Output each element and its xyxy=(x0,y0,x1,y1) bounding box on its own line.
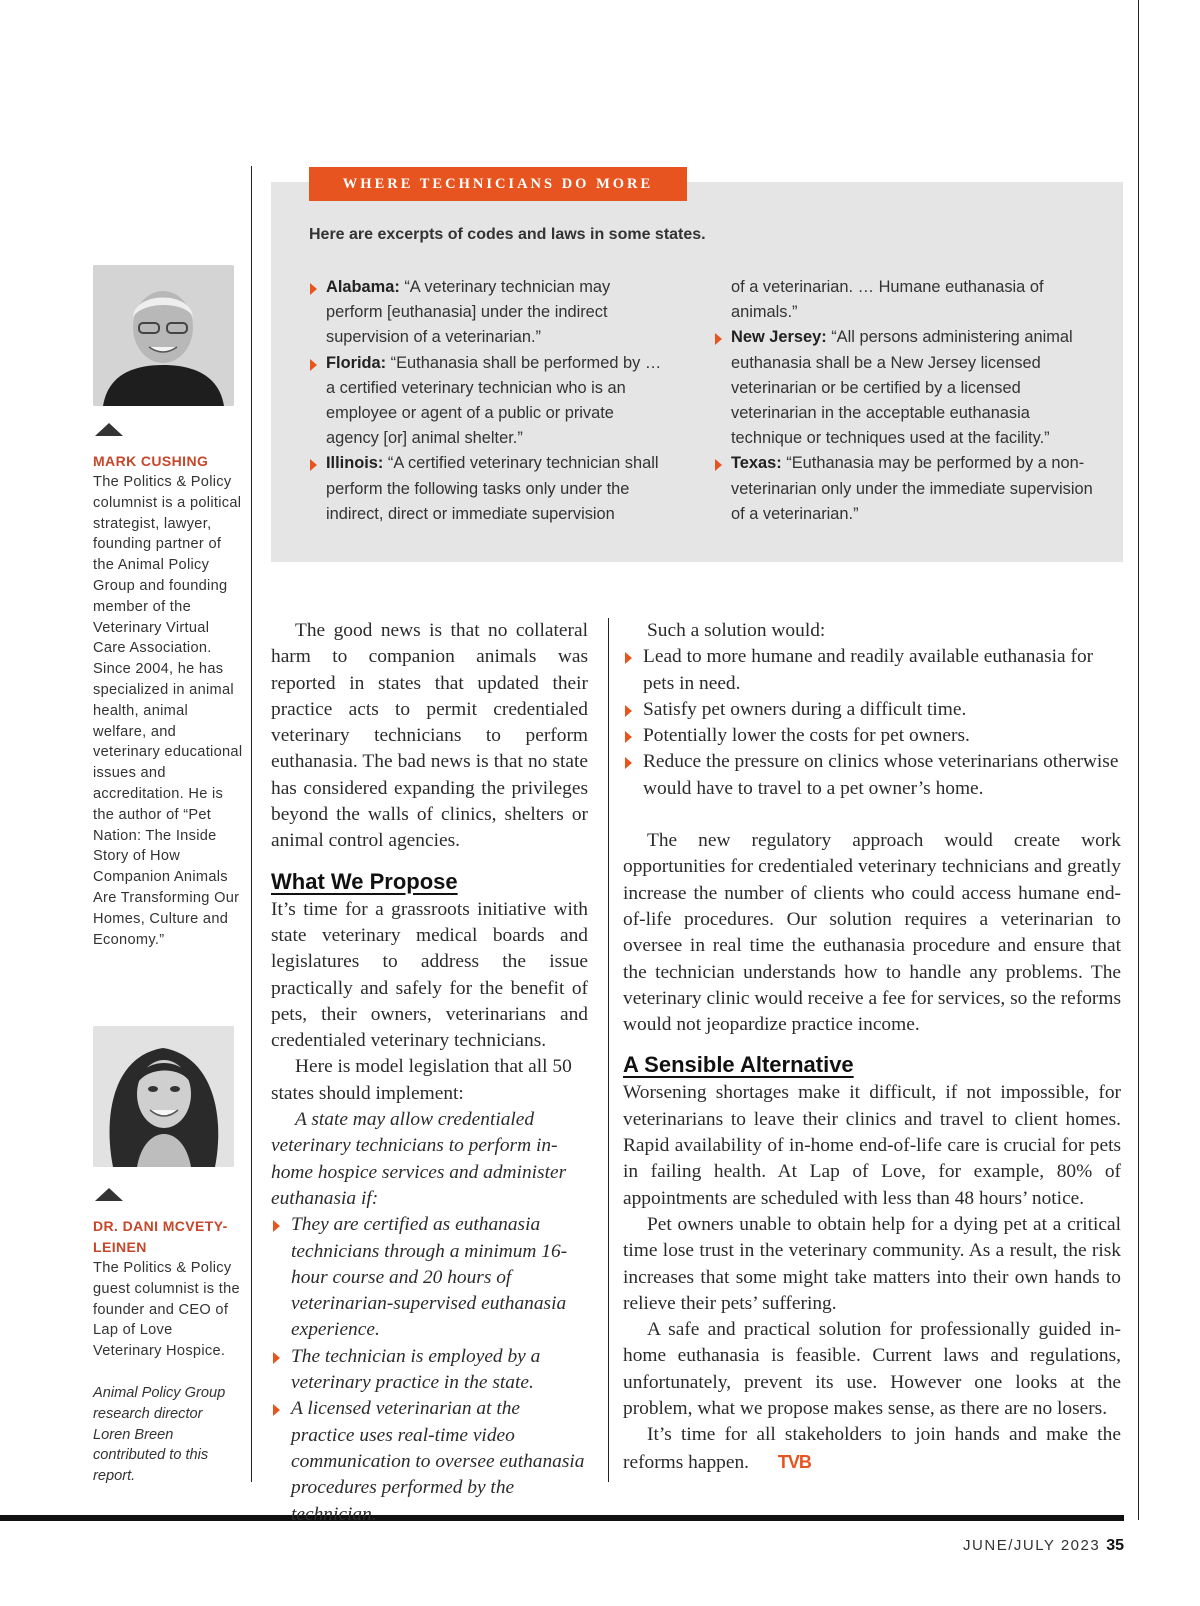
law-excerpt: “A veterinary technician may perform [euthanasia] under the indirect supervision of a veterinarian.” xyxy=(326,278,611,347)
author1-name: MARK CUSHING xyxy=(93,453,209,469)
closing-paragraph xyxy=(623,1422,1121,1476)
author-photo-dani-mcvety-leinen xyxy=(93,1026,234,1167)
law-item-texas xyxy=(713,451,1093,527)
law-excerpt: “All persons administering animal euthanasia shall be a New Jersey licensed veterinarian or be certified by a licensed veterinarian in the acceptable euthanasia technique or techniques used at the facility.” xyxy=(731,328,1073,448)
law-excerpt: “A certified veterinary technician shall perform the following tasks only under the indirect, direct or immediate supervision xyxy=(326,454,659,523)
paragraph: The new regulatory approach would create work opportunities for credentialed veterinary technicians and greatly increase the number of clients who could access humane end-of-life procedures. Our solution requires a veterinarian to oversee in real time the euthanasia procedure and ensure that the technician understands how to handle any problems. The veterinary clinic would receive a fee for services, so the reforms would not jeopardize practice income. xyxy=(623,830,1122,1036)
issue-date: JUNE/JULY 2023 xyxy=(963,1537,1101,1554)
law-continuation: of a veterinarian. … Humane euthanasia of animals.” xyxy=(731,278,1044,322)
box-intro: Here are excerpts of codes and laws in some states. xyxy=(309,226,706,243)
state-name: Texas: xyxy=(731,454,782,473)
column-divider xyxy=(608,618,609,1482)
paragraph: Pet owners unable to obtain help for a dying pet at a critical time lose trust in the veterinary community. As a result, the risk increases that some might take matters into their own hands to relieve their pets’ suffering. xyxy=(623,1213,1121,1314)
section-heading-sensible-alternative: A Sensible Alternative xyxy=(623,1052,854,1078)
model-legislation-item: A licensed veterinarian at the practice uses real-time video communication to oversee euthanasia procedures performed by the technician. xyxy=(271,1396,588,1527)
state-name: Alabama: xyxy=(326,278,400,296)
box-column-left xyxy=(308,275,668,527)
article-column-2 xyxy=(623,618,1121,1476)
state-name: Florida: xyxy=(326,353,387,372)
paragraph: A safe and practical solution for professionally guided in-home euthanasia is feasible. Current laws and regulations, unfortunately, prevent its use. However one looks at the problem, what we propose makes sense, as there are no losers. xyxy=(623,1319,1121,1420)
triangle-marker-icon xyxy=(95,423,123,436)
state-name: New Jersey: xyxy=(731,328,827,347)
author2-name: DR. DANI MCVETY-LEINEN xyxy=(93,1218,228,1255)
solution-item: Satisfy pet owners during a difficult time. xyxy=(623,697,1121,723)
sidebar-divider xyxy=(251,166,252,1482)
law-item-illinois xyxy=(308,451,668,527)
state-name: Illinois: xyxy=(326,454,384,473)
solution-item: Potentially lower the costs for pet owners. xyxy=(623,723,1121,749)
law-item-alabama xyxy=(308,275,668,351)
solution-intro: Such a solution would: xyxy=(647,620,826,641)
section-heading-what-we-propose: What We Propose xyxy=(271,868,458,894)
right-margin-rule xyxy=(1138,0,1139,1520)
model-legislation-item: The technician is employed by a veterinary practice in the state. xyxy=(271,1344,588,1397)
author1-bio: The Politics & Policy columnist is a political strategist, lawyer, founding partner of the Animal Policy Group and founding member of the Veterinary Virtual Care Association. Since 2004, he has specialized in animal health, animal welfare, and veterinary educational issues and accreditation. He is the author of “Pet Nation: The Inside Story of How Companion Animals Are Transforming Our Homes, Culture and Economy.” xyxy=(93,474,243,948)
law-excerpt: “Euthanasia may be performed by a non-veterinarian only under the immediate supervision of a veterinarian.” xyxy=(731,454,1093,523)
research-credit: Animal Policy Group research director Loren Breen contributed to this report. xyxy=(93,1385,226,1485)
model-legislation-intro: A state may allow credentialed veterinary technicians to perform in-home hospice services and administer euthanasia if: xyxy=(271,1109,567,1209)
closing-text: It’s time for all stakeholders to join hands and make the reforms happen. xyxy=(623,1424,1121,1473)
paragraph: The good news is that no collateral harm to companion animals was reported in states that updated their practice acts to permit credentialed veterinary technicians to perform euthanasia. The bad news is that no state has considered expanding the privileges beyond the walls of clinics, shelters or animal control agencies. xyxy=(271,620,588,852)
law-excerpt: “Euthanasia shall be performed by … a certified veterinary technician who is an employee or agent of a public or private agency [or] animal shelter.” xyxy=(326,353,662,448)
solution-item: Reduce the pressure on clinics whose veterinarians otherwise would have to travel to a pet owner’s home. xyxy=(623,749,1121,802)
law-item-florida xyxy=(308,351,668,452)
paragraph: Here is model legislation that all 50 states should implement: xyxy=(271,1056,572,1104)
paragraph: Worsening shortages make it difficult, if not impossible, for veterinarians to leave their clinics and travel to client homes. Rapid availability of in-home end-of-life care is crucial for pets in failing health. At Lap of Love, for example, 80% of appointments are scheduled with less than 48 hours’ notice. xyxy=(623,1082,1121,1209)
box-label: WHERE TECHNICIANS DO MORE xyxy=(309,167,687,201)
solution-item: Lead to more humane and readily available euthanasia for pets in need. xyxy=(623,644,1121,697)
triangle-marker-icon xyxy=(95,1188,123,1201)
tvb-end-mark-logo: TVB xyxy=(777,1451,811,1472)
page-folio xyxy=(963,1537,1124,1555)
box-column-right xyxy=(713,275,1093,527)
article-column-1 xyxy=(271,618,588,1528)
model-legislation-item: They are certified as euthanasia technicians through a minimum 16-hour course and 20 hours of veterinarian-supervised euthanasia experience. xyxy=(271,1212,588,1343)
page-number: 35 xyxy=(1106,1537,1124,1554)
author2-bio: The Politics & Policy guest columnist is the founder and CEO of Lap of Love Veterinary Hospice. xyxy=(93,1260,240,1360)
law-item-new-jersey xyxy=(713,325,1093,451)
author-photo-mark-cushing xyxy=(93,265,234,406)
paragraph: It’s time for a grassroots initiative with state veterinary medical boards and legislatures to address the issue practically and safely for the benefit of pets, their owners, veterinarians and credentialed veterinary technicians. xyxy=(271,898,588,1052)
